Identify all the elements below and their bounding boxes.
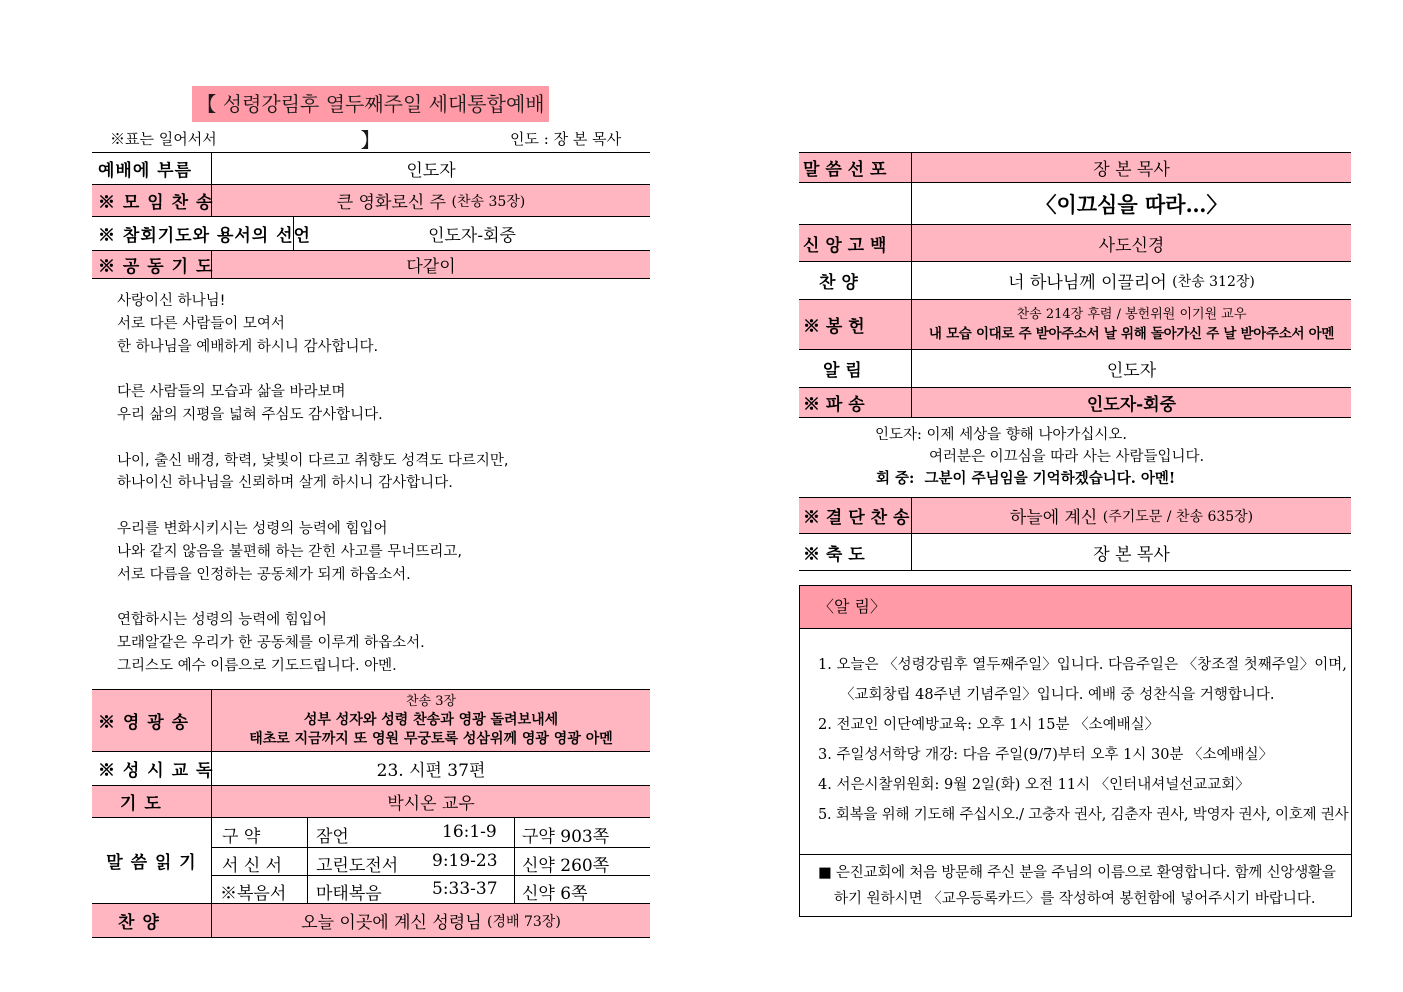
gloria-line: 태초로 지금까지 또 영원 무궁토록 성삼위께 영광 영광 아멘 [249,730,613,747]
row-label: ※ 참회기도와 용서의 선언 [92,217,294,250]
row-value: 인도자 [1106,361,1157,381]
row-label: 말 씀 선 포 [799,153,912,182]
announcements-row [799,350,1351,388]
prayer-line: 우리 삶의 지평을 넓혀 주심도 감사합니다. [117,406,383,423]
divider [307,875,308,903]
scripture-reading-block [92,818,650,904]
row-value: 장 본 목사 [1093,160,1170,180]
notice-item: 5. 회복을 위해 기도해 주십시오./ 고충자 권사, 김춘자 권사, 박영자 권사, 이호제 권사 [818,807,1349,823]
prayer-row [92,786,650,818]
reading-book: 고린도전서 [316,856,399,876]
row-label [92,786,212,817]
reading-kind: 구 약 [222,827,261,847]
row-value: 장 본 목사 [1093,544,1170,565]
row-label: ※ 축 도 [799,534,912,570]
divider [514,875,515,903]
reading-page: 신약 6쪽 [522,884,588,904]
sending-leader-line: 여러분은 이끄심을 따라 사는 사람들입니다. [929,449,1205,465]
row-value: 다같이 [406,257,456,277]
prayer-line [117,358,508,381]
prayer-line: 연합하시는 성령의 능력에 힘입어 [117,612,327,629]
prayer-line: 한 하나님을 예배하게 하시니 감사합니다. [117,338,379,355]
row-value: 하늘에 계신 (주기도문 / 찬송 635장) [1009,508,1254,528]
reading-ref: 16:1-9 [442,822,497,842]
row-label: ※ 공 동 기 도 [92,251,212,278]
divider [307,847,308,875]
offering-row [799,300,1351,350]
prayer-line: 나이, 출신 배경, 학력, 낯빛이 다르고 취향도 성격도 다르지만, [117,452,509,469]
sending-congregation-line: 회 중: 그분이 주님임을 기억하겠습니다. 아멘! [876,470,1176,487]
reading-page: 구약 903쪽 [522,827,610,847]
page-title: 【 성령강림후 열두째주일 세대통합예배 】 [192,86,549,122]
prayer-line: 서로 다른 사람들이 모여서 [117,315,285,332]
gloria-line: 성부 성자와 성령 찬송과 영광 돌려보내세 [303,711,559,728]
row-label: ※ 영 광 송 [92,690,212,751]
row-label: ※ 모 임 찬 송 [92,185,212,216]
row-label-text: 기 도 [120,794,162,814]
confession-row [92,217,650,251]
divider [514,847,515,875]
notices-heading: 〈알 림〉 [800,586,1351,629]
row-label: ※ 파 송 [799,388,912,417]
notices-box [799,585,1352,917]
row-value: 박시온 교우 [387,794,475,814]
row-label: 예배에 부름 [92,153,212,184]
row-label: 찬 양 [799,262,912,299]
closing-hymn-row [799,498,1351,534]
prayer-line: 서로 다름을 인정하는 공동체가 되게 하옵소서. [117,566,411,583]
prayer-line: 하나이신 하나님을 신뢰하며 살게 하시니 감사합니다. [117,475,453,492]
gloria-hymn-number: 찬송 3장 [405,693,457,709]
creed-row [799,225,1351,262]
row-label-empty [799,183,912,224]
row-label: ※ 결 단 찬 송 [799,498,912,533]
row-label: 신 앙 고 백 [799,225,912,261]
row-value: 사도신경 [1098,235,1165,256]
benediction-row [799,534,1351,571]
row-value: 오늘 이곳에 계신 성령님 (경배 73장) [301,913,561,933]
notice-item: 2. 전교인 이단예방교육: 오후 1시 15분 〈소예배실〉 [818,717,1160,733]
notice-item: 4. 서은시찰위원회: 9월 2일(화) 오전 11시 〈인터내셔널선교교회〉 [818,777,1250,793]
notice-item: 〈교회창립 48주년 기념주일〉입니다. 예배 중 성찬식을 거행합니다. [840,687,1275,703]
row-value [912,300,1351,349]
prayer-text [117,290,508,678]
reading-kind: ※복음서 [220,884,287,904]
divider [307,818,308,847]
row-value: 23. 시편 37편 [376,761,486,781]
prayer-line [117,586,508,609]
prayer-line: 사랑이신 하나님! [117,293,226,309]
reading-ref: 9:19-23 [432,851,498,871]
row-value: 인도자 [406,161,456,181]
offering-info: 찬송 214장 후렴 / 봉헌위원 이기원 교우 [1016,306,1247,322]
row-value: 너 하나님께 이끌리어 (찬송 312장) [1008,273,1255,293]
sending-row [799,388,1351,418]
prayer-line [117,427,508,450]
row-label: ※ 봉 헌 [799,300,912,349]
row-value [212,690,650,751]
opening-hymn-row [92,185,650,217]
gloria-row [92,689,650,752]
reading-book: 잠언 [316,827,349,847]
sending-leader-line: 인도자: 이제 세상을 향해 나아가십시오. [875,427,1128,443]
prayer-line: 모래알같은 우리가 한 공동체를 이루게 하옵소서. [117,634,425,651]
reading-row [212,818,650,848]
notice-item: 1. 오늘은 〈성령강림후 열두째주일〉입니다. 다음주일은 〈창조절 첫째주일〉이며, [818,657,1347,673]
prayer-line: 다른 사람들의 모습과 삶을 바라보며 [117,384,346,401]
leader-line: 인도 : 장 본 목사 [510,130,622,148]
reading-kind: 서 신 서 [222,856,283,876]
row-value: 인도자-회중 [1086,395,1177,415]
divider [514,818,515,847]
praise-row [799,262,1351,300]
call-to-worship-row [92,153,650,185]
reading-row [212,875,650,903]
prayer-line: 그리스도 예수 이름으로 기도드립니다. 아멘. [117,657,397,674]
psalm-row [92,752,650,786]
reading-row [212,847,650,876]
row-value: 인도자-회중 [428,226,516,246]
notice-item: 3. 주일성서학당 개강: 다음 주일(9/7)부터 오후 1시 30분 〈소예배실〉 [818,747,1274,763]
sermon-row [799,153,1351,183]
row-value: 큰 영화로신 주 (찬송 35장) [336,193,526,213]
reading-ref: 5:33-37 [432,879,498,899]
unison-prayer-row [92,251,650,279]
standing-note: ※표는 일어서서 [110,130,217,148]
welcome-line: ■ 은진교회에 처음 방문해 주신 분을 주님의 이름으로 환영합니다. 함께 신앙생활을 [818,865,1336,881]
offering-hymn-text: 내 모습 이대로 주 받아주소서 날 위해 돌아가신 주 날 받아주소서 아멘 [928,325,1335,342]
row-label: 말 씀 읽 기 [92,818,212,903]
hymn-row [92,904,650,938]
sermon-title: 〈이끄심을 따라…〉 [1035,191,1228,217]
sermon-title-row [799,183,1351,225]
welcome-line: 하기 원하시면 〈교우등록카드〉를 작성하여 봉헌함에 넣어주시기 바랍니다. [834,891,1316,907]
prayer-line: 나와 같지 않음을 불편해 하는 갇힌 사고를 무너뜨리고, [117,543,463,560]
reading-book: 마태복음 [316,884,382,904]
prayer-line [117,495,508,518]
divider [800,854,1351,855]
reading-page: 신약 260쪽 [522,856,610,876]
prayer-line: 우리를 변화시키시는 성령의 능력에 힘입어 [117,520,388,537]
row-label: 알 림 [799,350,912,387]
row-label: 찬 양 [92,904,212,937]
row-label: ※ 성 시 교 독 [92,752,212,785]
